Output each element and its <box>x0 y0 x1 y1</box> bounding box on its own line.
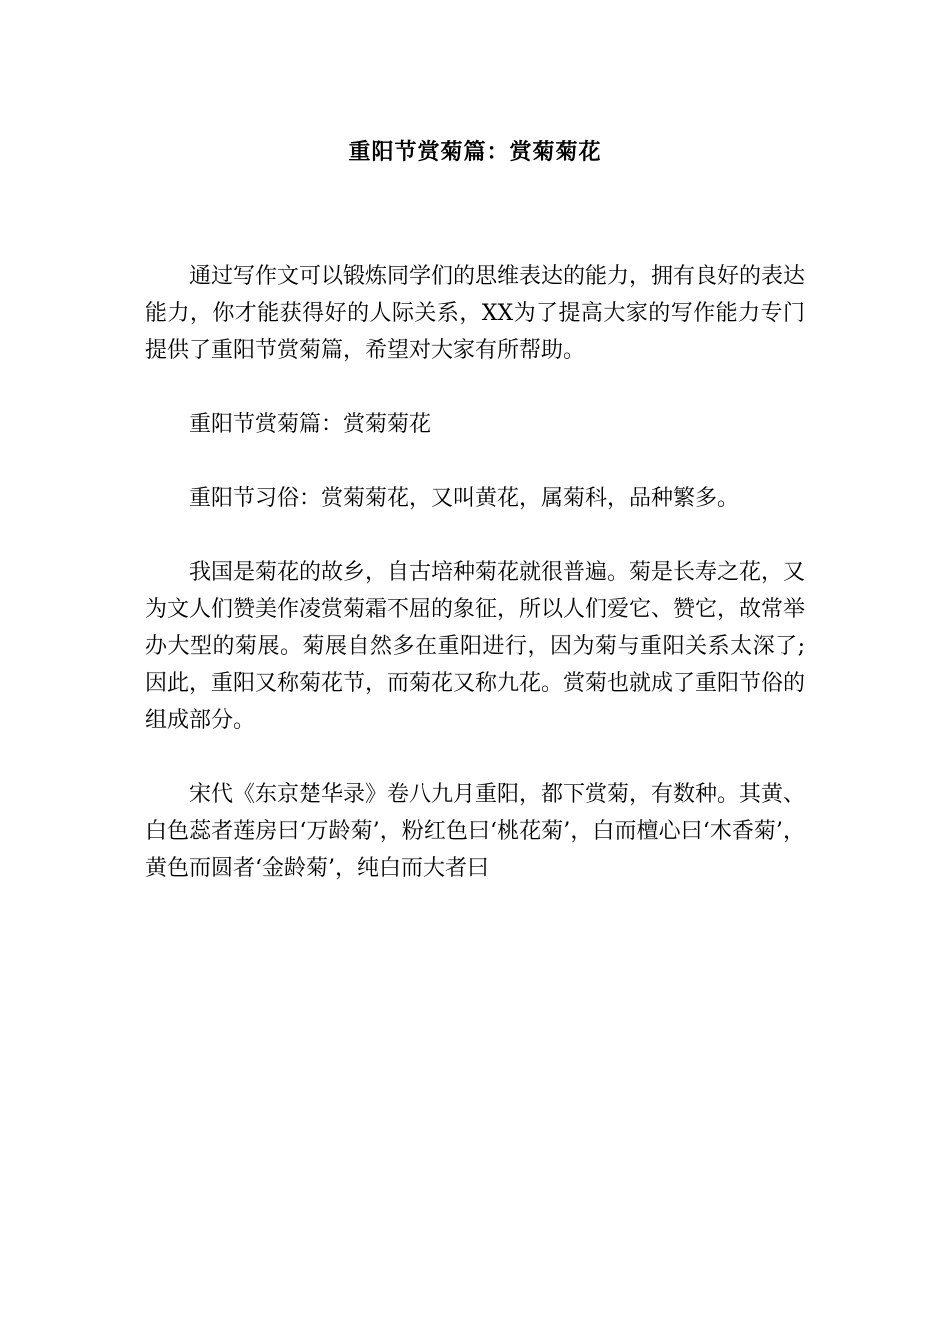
document-page <box>145 0 805 1344</box>
paragraph-song-dynasty: 宋代《东京楚华录》卷八九月重阳，都下赏菊，有数种。其黄、白色蕊者莲房曰‘万龄菊’，粉红色曰‘桃花菊’，白而檀心曰‘木香菊’，黄色而圆者‘金龄菊’，纯白而大者曰 <box>145 782 806 881</box>
document-title: 重阳节赏菊篇：赏菊菊花 <box>348 139 602 165</box>
paragraph-intro: 通过写作文可以锻炼同学们的思维表达的能力，拥有良好的表达能力，你才能获得好的人际关系，XX为了提高大家的写作能力专门提供了重阳节赏菊篇，希望对大家有所帮助。 <box>145 264 806 363</box>
paragraph-custom: 重阳节习俗：赏菊菊花，又叫黄花，属菊科，品种繁多。 <box>189 486 740 511</box>
paragraph-subtitle: 重阳节赏菊篇：赏菊菊花 <box>189 412 432 437</box>
document-body <box>145 258 805 924</box>
paragraph-chrysanthemum-history: 我国是菊花的故乡，自古培种菊花就很普遍。菊是长寿之花，又为文人们赞美作凌赏菊霜不屈的象征，所以人们爱它、赞它，故常举办大型的菊展。菊展自然多在重阳进行，因为菊与重阳关系太深了;因此，重阳又称菊花节，而菊花又称九花。赏菊也就成了重阳节俗的组成部分。 <box>145 560 806 733</box>
